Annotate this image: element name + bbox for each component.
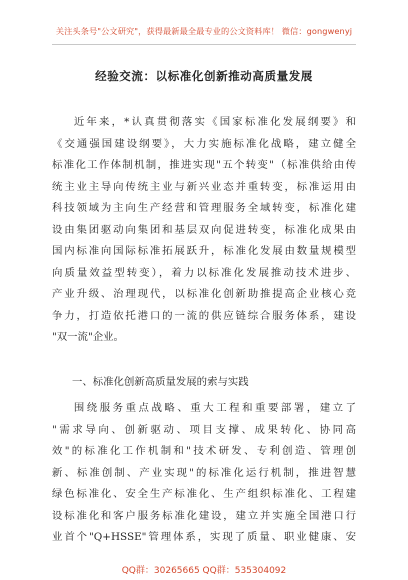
document-title: 经验交流：以标准化创新推动高质量发展 xyxy=(95,69,313,83)
paragraph-line: 国内标准向国际标准拓展跃升，标准化发展由数量规模型 xyxy=(52,245,356,258)
paragraph-line: 向质量效益型转变），着力以标准化发展推动技术进步、 xyxy=(52,266,356,279)
paragraph-line: 设由集团驱动向集团和基层双向促进转变，标准化成果由 xyxy=(52,223,356,236)
paragraph-line: 科技领域为主向生产经营和管理服务全域转变，标准化建 xyxy=(52,202,356,215)
paragraph-line: 设标准化和客户服务标准化建设，建立并实施全国港口行 xyxy=(52,509,356,522)
paragraph-line: 围绕服务重点战略、重大工程和重要部署，建立了 xyxy=(73,402,356,414)
paragraph-line: "双一流"企业。 xyxy=(52,331,124,344)
paragraph-line: 近年来，*认真贯彻落实《国家标准化发展纲要》和 xyxy=(73,116,356,128)
paragraph-line: "需求导向、创新驱动、项目支撑、成果转化、协同高 xyxy=(52,423,356,436)
paragraph-intro xyxy=(52,112,356,349)
paragraph-line: 业首个"Q+HSSE"管理体系，实现了质量、职业健康、安 xyxy=(52,531,356,544)
paragraph-line: 绿色标准化、安全生产标准化、生产组织标准化、工程建 xyxy=(52,488,356,501)
paragraph-line: 新、标准创制、产业实现"的标准化运行机制，推进智慧 xyxy=(52,466,356,479)
paragraph-line: 标准化工作体制机制，推进实现"五个转变"（标准供给由传 xyxy=(52,159,356,172)
paragraph-line: 效"的标准化工作机制和"技术研发、专利创造、管理创 xyxy=(52,445,356,458)
paragraph-line: 产业升级、治理现代，以标准化创新助推提高企业核心竞 xyxy=(52,288,356,301)
paragraph-section-one xyxy=(52,398,356,549)
paragraph-line: 统主业主导向传统主业与新兴业态并重转变，标准运用由 xyxy=(52,180,356,193)
header-divider xyxy=(52,44,356,45)
header-promo-note: 关注头条号"公文研究"，获得最新最全最专业的公文资料库！ 微信：gongwenyj xyxy=(55,26,353,36)
section-heading: 一、标准化创新高质量发展的索与实践 xyxy=(72,376,249,388)
footer-qq-groups: QQ群：30265665 QQ群：535304092 xyxy=(121,566,287,576)
paragraph-line: 《交通强国建设纲要》，大力实施标准化战略，建立健全 xyxy=(52,137,356,150)
paragraph-line: 争力，打造依托港口的一流的供应链综合服务体系，建设 xyxy=(52,309,356,322)
